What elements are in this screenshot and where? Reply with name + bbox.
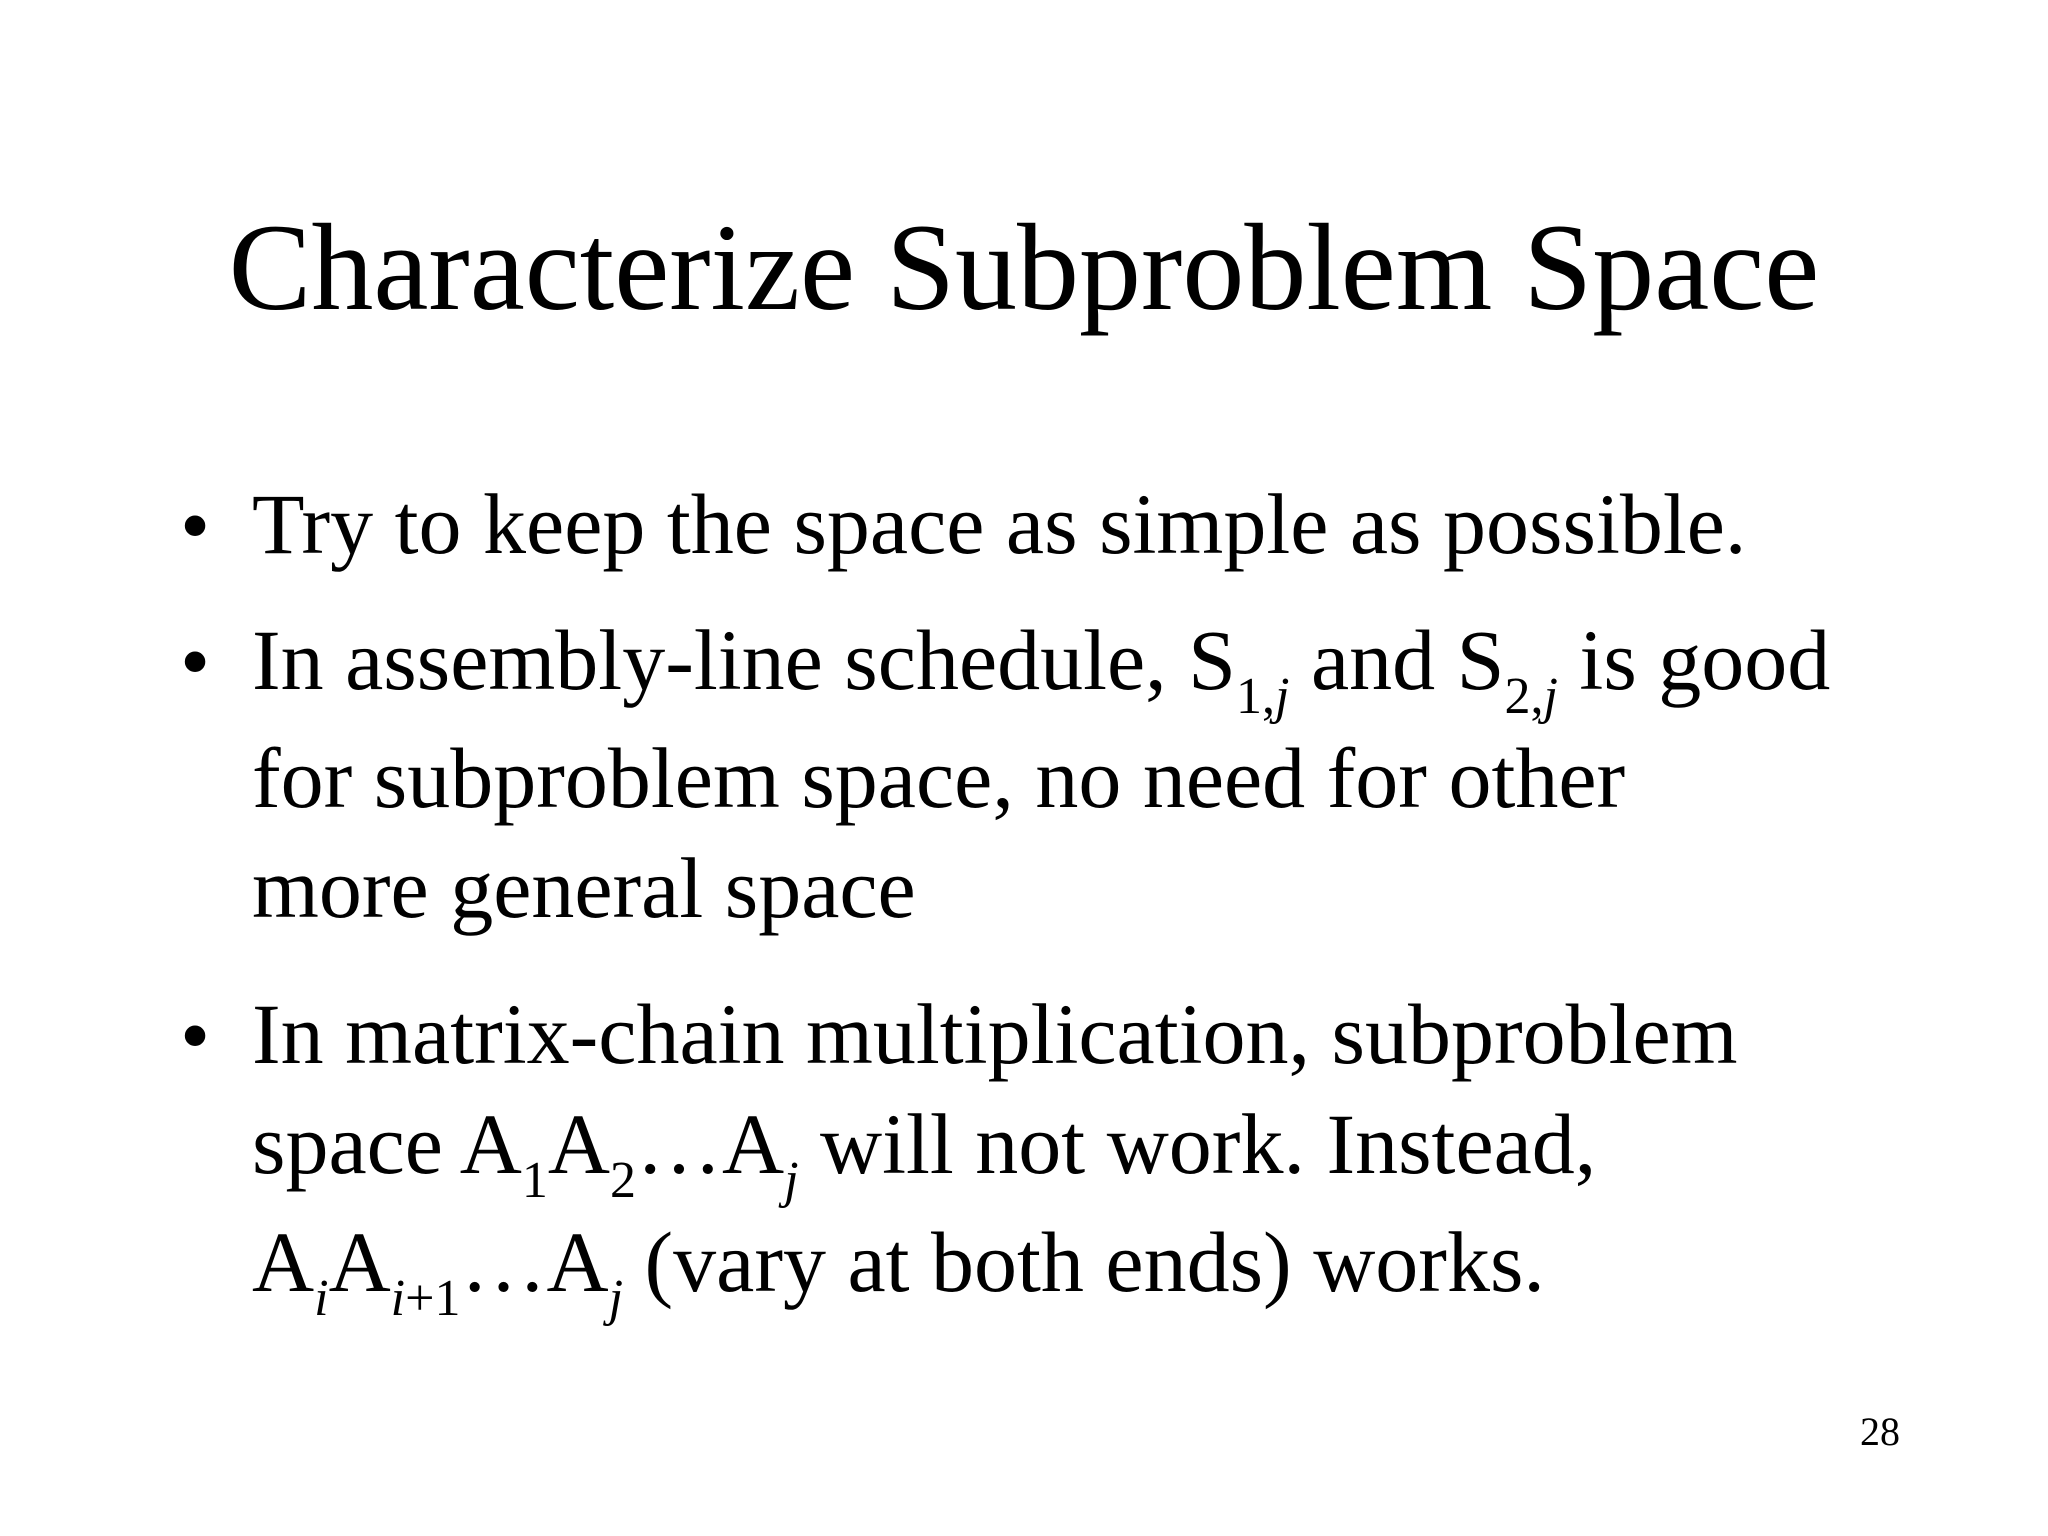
slide-title: Characterize Subproblem Space: [228, 199, 1820, 336]
text-run: In assembly-line schedule, S: [252, 612, 1237, 708]
subscript: j: [608, 1270, 624, 1327]
bullet-text-line: more general space: [252, 840, 916, 936]
bullet-text-line: In matrix-chain multiplication, subproblem: [252, 986, 1738, 1082]
text-run: A: [252, 1214, 315, 1310]
subscript: j: [784, 1152, 799, 1209]
text-run: will not work. Instead,: [798, 1096, 1597, 1192]
text-run: is good: [1557, 612, 1831, 708]
subscript: 1,j: [1236, 668, 1290, 725]
bullet-text-line: Try to keep the space as simple as possible.: [252, 476, 1747, 572]
subscript: i: [314, 1270, 329, 1327]
bullet-text-line: for subproblem space, no need for other: [252, 730, 1626, 826]
bullet-text-line: [252, 610, 1831, 725]
bullet-text-line: [252, 1212, 1545, 1327]
subscript: 2,j: [1504, 668, 1558, 725]
text-run: space A: [252, 1096, 522, 1192]
subscript: i+1: [390, 1270, 461, 1327]
page-number: 28: [1860, 1409, 1900, 1454]
bullet-dot: •: [180, 477, 211, 573]
bullet-text-line: [252, 1094, 1597, 1209]
subscript: 1: [521, 1152, 548, 1209]
text-run: …A: [460, 1214, 609, 1310]
text-run: (vary at both ends) works.: [623, 1214, 1545, 1310]
bullet-dot: •: [180, 987, 211, 1083]
bullet-dot: •: [180, 613, 211, 709]
text-run: …A: [635, 1096, 785, 1192]
text-run: A: [328, 1214, 391, 1310]
text-run: A: [547, 1096, 610, 1192]
text-run: and S: [1289, 612, 1505, 708]
subscript: 2: [609, 1152, 636, 1209]
